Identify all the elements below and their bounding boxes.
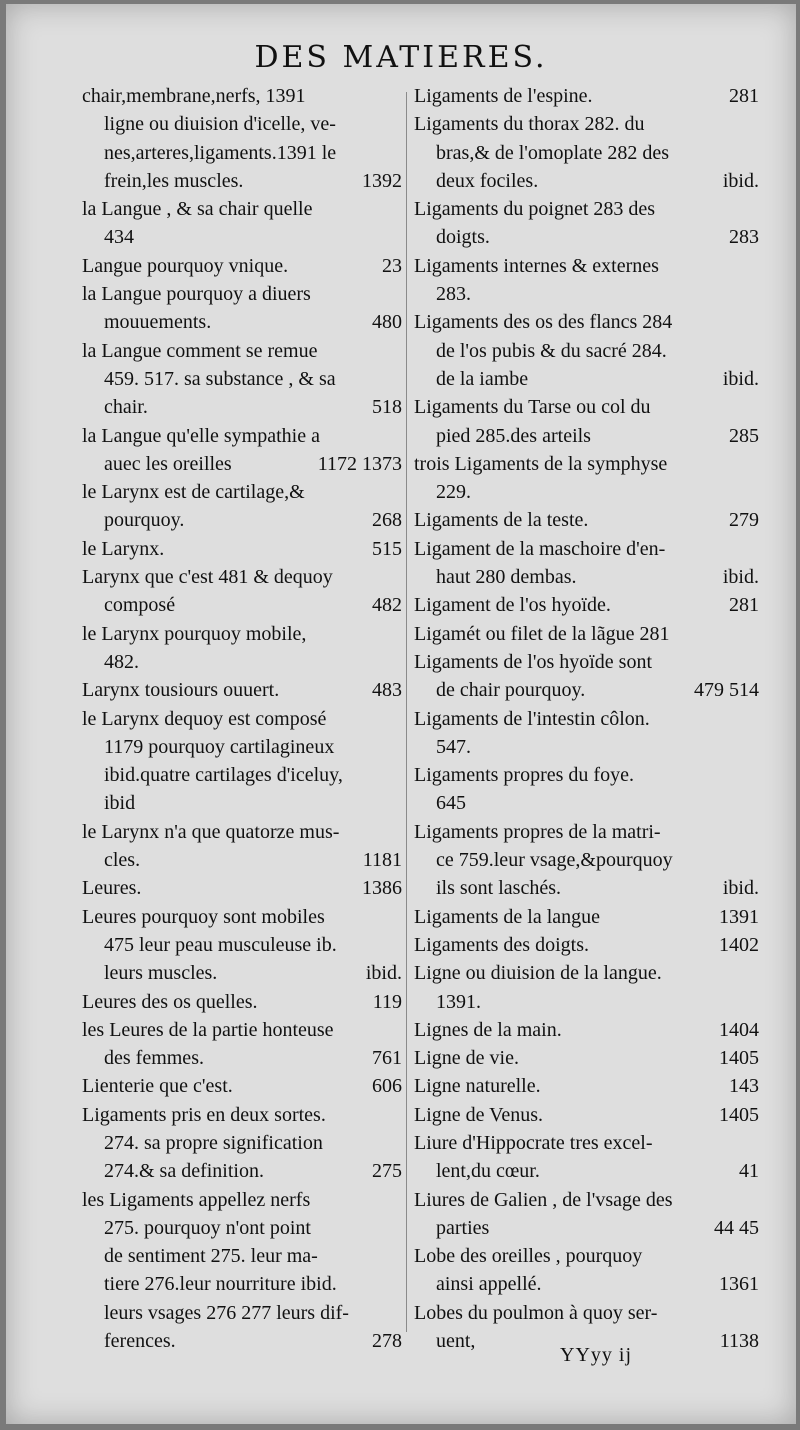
entry-line: [414, 1157, 759, 1185]
index-entry: [414, 535, 759, 592]
entry-text: la Langue , & sa chair quelle: [82, 198, 313, 221]
entry-text: pourquoy.: [104, 509, 185, 532]
page-reference: 518: [372, 396, 402, 419]
entry-line: [414, 648, 759, 676]
index-entry: [414, 1016, 759, 1044]
entry-text: Ligament de la maschoire d'en-: [414, 537, 666, 560]
entry-text: bras,& de l'omoplate 282 des: [436, 141, 669, 164]
entry-line: [82, 789, 402, 817]
entry-line: [82, 988, 402, 1016]
entry-text: tiere 276.leur nourriture ibid.: [104, 1273, 337, 1296]
entry-text: ferences.: [104, 1330, 176, 1353]
entry-line: [414, 903, 759, 931]
entry-line: [82, 620, 402, 648]
page-reference: 1361: [719, 1273, 759, 1296]
index-entry: [414, 450, 759, 507]
entry-text: Ligne naturelle.: [414, 1075, 541, 1098]
entry-line: [82, 1299, 402, 1327]
page-reference: ibid.: [722, 169, 759, 192]
entry-line: [414, 1072, 759, 1100]
index-entry: [414, 1242, 759, 1299]
index-entry: [82, 676, 402, 704]
entry-text: Ligaments internes & externes: [414, 254, 659, 277]
index-entry: [414, 82, 759, 110]
index-entry: [82, 280, 402, 337]
entry-line: [414, 365, 759, 393]
entry-line: [82, 733, 402, 761]
index-entry: [82, 422, 402, 479]
entry-line: [414, 705, 759, 733]
entry-line: [82, 818, 402, 846]
entry-line: [82, 846, 402, 874]
entry-text: les Leures de la partie honteuse: [82, 1018, 334, 1041]
entry-text: Lobe des oreilles , pourquoy: [414, 1245, 643, 1268]
index-entry: [414, 1044, 759, 1072]
entry-line: [414, 988, 759, 1016]
index-entry: [414, 110, 759, 195]
entry-line: [414, 620, 759, 648]
index-entry: [414, 252, 759, 309]
index-entry: [82, 563, 402, 620]
entry-line: [414, 195, 759, 223]
entry-text: 645: [436, 792, 466, 815]
page-reference: 1405: [719, 1103, 759, 1126]
index-entry: [414, 195, 759, 252]
entry-text: 283.: [436, 283, 471, 306]
entry-line: [82, 308, 402, 336]
book-page: [6, 4, 796, 1424]
entry-line: [414, 761, 759, 789]
entry-line: [82, 280, 402, 308]
entry-line: [82, 167, 402, 195]
entry-line: [82, 1270, 402, 1298]
entry-text: lent,du cœur.: [436, 1160, 540, 1183]
entry-text: la Langue qu'elle sympathie a: [82, 424, 320, 447]
entry-line: [82, 761, 402, 789]
page-reference: 285: [729, 424, 759, 447]
entry-line: [414, 1270, 759, 1298]
entry-line: [414, 563, 759, 591]
entry-line: [414, 110, 759, 138]
entry-text: 275. pourquoy n'ont point: [104, 1216, 311, 1239]
entry-line: [82, 535, 402, 563]
entry-text: Liure d'Hippocrate tres excel-: [414, 1131, 653, 1154]
entry-text: Langue pourquoy vnique.: [82, 254, 289, 277]
entry-text: Liures de Galien , de l'vsage des: [414, 1188, 673, 1211]
entry-text: frein,les muscles.: [104, 169, 244, 192]
entry-text: uent,: [436, 1330, 476, 1353]
page-reference: 1138: [719, 1330, 759, 1353]
index-entry: [82, 337, 402, 422]
entry-line: [414, 1129, 759, 1157]
entry-line: [82, 1327, 402, 1355]
index-entry: [82, 535, 402, 563]
entry-line: [82, 1072, 402, 1100]
index-entry: [414, 705, 759, 762]
entry-line: [414, 591, 759, 619]
page-reference: 480: [372, 311, 402, 334]
entry-text: de sentiment 275. leur ma-: [104, 1245, 318, 1268]
entry-line: [414, 478, 759, 506]
entry-line: [414, 1214, 759, 1242]
entry-text: auec les oreilles: [104, 452, 232, 475]
entry-line: [82, 1129, 402, 1157]
entry-text: ce 759.leur vsage,&pourquoy: [436, 849, 673, 872]
entry-line: [82, 82, 402, 110]
entry-text: le Larynx.: [82, 537, 165, 560]
index-entry: [82, 818, 402, 875]
index-entry: [414, 1101, 759, 1129]
entry-text: mouuements.: [104, 311, 212, 334]
entry-line: [414, 223, 759, 251]
index-entry: [414, 818, 759, 903]
entry-line: [414, 167, 759, 195]
entry-text: cles.: [104, 849, 141, 872]
entry-text: haut 280 dembas.: [436, 566, 577, 589]
entry-text: leurs vsages 276 277 leurs dif-: [104, 1301, 349, 1324]
index-entry: [414, 648, 759, 705]
index-entry: [414, 931, 759, 959]
entry-text: le Larynx n'a que quatorze mus-: [82, 820, 340, 843]
index-entry: [82, 1016, 402, 1073]
entry-text: 459. 517. sa substance , & sa: [104, 367, 336, 390]
entry-line: [82, 139, 402, 167]
page-reference: 1172 1373: [317, 452, 402, 475]
index-entry: [414, 591, 759, 619]
entry-text: 274. sa propre signification: [104, 1131, 323, 1154]
entry-text: composé: [104, 594, 176, 617]
page-reference: 482: [372, 594, 402, 617]
index-entry: [82, 620, 402, 677]
entry-text: 1391.: [436, 990, 481, 1013]
page-reference: 761: [372, 1047, 402, 1070]
page-reference: 515: [372, 537, 402, 560]
entry-text: 547.: [436, 735, 471, 758]
entry-line: [82, 648, 402, 676]
entry-line: [414, 959, 759, 987]
entry-text: Leures pourquoy sont mobiles: [82, 905, 325, 928]
entry-text: Ligaments de l'os hyoïde sont: [414, 650, 653, 673]
entry-text: 1179 pourquoy cartilagineux: [104, 735, 335, 758]
index-entry: [82, 478, 402, 535]
entry-line: [82, 591, 402, 619]
page-reference: 281: [729, 594, 759, 617]
index-entry: [82, 874, 402, 902]
entry-line: [82, 1214, 402, 1242]
entry-text: chair.: [104, 396, 148, 419]
entry-line: [82, 1157, 402, 1185]
entry-line: [82, 110, 402, 138]
index-entry: [82, 903, 402, 988]
entry-line: [414, 789, 759, 817]
entry-text: des femmes.: [104, 1047, 204, 1070]
page-reference: 1181: [362, 849, 402, 872]
column-rule: [406, 92, 407, 1332]
page-reference: 279: [729, 509, 759, 532]
entry-text: Ligaments des os des flancs 284: [414, 311, 673, 334]
page-reference: 44 45: [714, 1216, 759, 1239]
entry-text: parties: [436, 1216, 490, 1239]
entry-line: [414, 1242, 759, 1270]
entry-line: [414, 393, 759, 421]
entry-line: [82, 393, 402, 421]
index-column-right: [414, 82, 759, 1355]
entry-line: [82, 1186, 402, 1214]
entry-text: trois Ligaments de la symphyse: [414, 452, 668, 475]
index-entry: [414, 308, 759, 393]
entry-text: 475 leur peau musculeuse ib.: [104, 933, 337, 956]
entry-line: [414, 733, 759, 761]
entry-line: [82, 365, 402, 393]
entry-line: [82, 1242, 402, 1270]
entry-line: [82, 478, 402, 506]
page-reference: 1404: [719, 1018, 759, 1041]
entry-text: Ligament de l'os hyoïde.: [414, 594, 611, 617]
entry-text: 482.: [104, 650, 139, 673]
entry-line: [82, 1016, 402, 1044]
entry-text: le Larynx est de cartilage,&: [82, 481, 305, 504]
entry-text: pied 285.des arteils: [436, 424, 591, 447]
page-reference: 268: [372, 509, 402, 532]
entry-line: [414, 676, 759, 704]
page-reference: ibid.: [722, 877, 759, 900]
index-entry: [82, 1101, 402, 1186]
signature-mark: YYyy ij: [560, 1344, 632, 1366]
entry-text: deux fociles.: [436, 169, 539, 192]
entry-line: [82, 1101, 402, 1129]
entry-text: Ligaments propres du foye.: [414, 764, 634, 787]
entry-text: Larynx tousiours ouuert.: [82, 679, 280, 702]
entry-text: Leures des os quelles.: [82, 990, 258, 1013]
entry-line: [82, 195, 402, 223]
entry-line: [414, 280, 759, 308]
entry-text: le Larynx pourquoy mobile,: [82, 622, 307, 645]
entry-line: [82, 223, 402, 251]
entry-text: Ligaments propres de la matri-: [414, 820, 661, 843]
entry-text: Ligaments pris en deux sortes.: [82, 1103, 326, 1126]
entry-text: Lienterie que c'est.: [82, 1075, 233, 1098]
page-reference: ibid.: [365, 962, 402, 985]
entry-line: [414, 535, 759, 563]
entry-text: Ligamét ou filet de la lãgue 281: [414, 622, 670, 645]
entry-line: [414, 1044, 759, 1072]
entry-text: Leures.: [82, 877, 142, 900]
entry-text: ils sont laschés.: [436, 877, 561, 900]
index-entry: [414, 1129, 759, 1186]
page-reference: 23: [382, 254, 402, 277]
entry-text: le Larynx dequoy est composé: [82, 707, 327, 730]
index-entry: [414, 506, 759, 534]
entry-text: Ligaments du Tarse ou col du: [414, 396, 651, 419]
entry-line: [82, 676, 402, 704]
page-reference: 1391: [719, 905, 759, 928]
index-entry: [414, 1186, 759, 1243]
entry-text: Ligaments du poignet 283 des: [414, 198, 656, 221]
page-reference: 41: [739, 1160, 759, 1183]
entry-line: [414, 1186, 759, 1214]
entry-line: [82, 506, 402, 534]
page-reference: 479 514: [694, 679, 759, 702]
page-reference: 275: [372, 1160, 402, 1183]
entry-text: Ligne ou diuision de la langue.: [414, 962, 662, 985]
entry-text: ainsi appellé.: [436, 1273, 542, 1296]
index-entry: [414, 761, 759, 818]
entry-text: Ligaments du thorax 282. du: [414, 113, 645, 136]
entry-line: [414, 337, 759, 365]
index-entry: [82, 82, 402, 195]
entry-line: [414, 252, 759, 280]
entry-line: [82, 450, 402, 478]
entry-line: [82, 337, 402, 365]
index-column-left: [82, 82, 402, 1355]
index-entry: [414, 620, 759, 648]
entry-text: 229.: [436, 481, 471, 504]
entry-line: [414, 874, 759, 902]
entry-line: [414, 82, 759, 110]
entry-text: Larynx que c'est 481 & dequoy: [82, 566, 333, 589]
index-entry: [82, 195, 402, 252]
page-reference: ibid.: [722, 367, 759, 390]
entry-text: Lobes du poulmon à quoy ser-: [414, 1301, 658, 1324]
page-reference: 281: [729, 85, 759, 107]
entry-line: [414, 422, 759, 450]
page-reference: 606: [372, 1075, 402, 1098]
entry-text: Ligaments de l'espine.: [414, 85, 593, 107]
page-reference: 278: [372, 1330, 402, 1353]
entry-text: Ligne de vie.: [414, 1047, 519, 1070]
index-entry: [82, 1186, 402, 1356]
entry-line: [82, 422, 402, 450]
entry-text: la Langue comment se remue: [82, 339, 318, 362]
page-reference: 143: [729, 1075, 759, 1098]
entry-line: [414, 818, 759, 846]
entry-text: ibid: [104, 792, 136, 815]
page-reference: 283: [729, 226, 759, 249]
page-reference: 1402: [719, 933, 759, 956]
entry-line: [414, 846, 759, 874]
entry-text: de la iambe: [436, 367, 529, 390]
entry-text: Ligne de Venus.: [414, 1103, 544, 1126]
entry-line: [82, 959, 402, 987]
entry-text: ibid.quatre cartilages d'iceluy,: [104, 764, 343, 787]
entry-text: 274.& sa definition.: [104, 1160, 264, 1183]
entry-text: doigts.: [436, 226, 490, 249]
entry-line: [82, 1044, 402, 1072]
entry-text: de l'os pubis & du sacré 284.: [436, 339, 667, 362]
entry-text: Ligaments de l'intestin côlon.: [414, 707, 650, 730]
entry-text: Ligaments des doigts.: [414, 933, 589, 956]
page-reference: 1392: [362, 169, 402, 192]
running-title: DES MATIERES.: [254, 40, 548, 75]
entry-line: [82, 874, 402, 902]
entry-text: la Langue pourquoy a diuers: [82, 283, 311, 306]
entry-line: [414, 1101, 759, 1129]
entry-text: Ligaments de la teste.: [414, 509, 589, 532]
index-entry: [82, 252, 402, 280]
page-reference: 119: [372, 990, 402, 1013]
entry-line: [82, 563, 402, 591]
entry-line: [414, 506, 759, 534]
index-entry: [414, 903, 759, 931]
index-entry: [82, 1072, 402, 1100]
page-reference: 1386: [362, 877, 402, 900]
index-entry: [414, 393, 759, 450]
entry-text: Ligaments de la langue: [414, 905, 601, 928]
index-entry: [82, 705, 402, 818]
page-reference: 483: [372, 679, 402, 702]
page-reference: ibid.: [722, 566, 759, 589]
entry-text: ligne ou diuision d'icelle, ve-: [104, 113, 336, 136]
entry-text: nes,arteres,ligaments.1391 le: [104, 141, 337, 164]
entry-line: [414, 308, 759, 336]
entry-line: [414, 450, 759, 478]
entry-line: [82, 903, 402, 931]
entry-line: [414, 1299, 759, 1327]
entry-text: 434: [104, 226, 134, 249]
entry-text: chair,membrane,nerfs, 1391: [82, 85, 306, 107]
entry-line: [414, 139, 759, 167]
entry-text: Lignes de la main.: [414, 1018, 562, 1041]
page-reference: 1405: [719, 1047, 759, 1070]
entry-line: [82, 252, 402, 280]
entry-line: [414, 1016, 759, 1044]
entry-line: [82, 931, 402, 959]
entry-text: les Ligaments appellez nerfs: [82, 1188, 311, 1211]
entry-line: [414, 931, 759, 959]
entry-line: [82, 705, 402, 733]
index-entry: [414, 959, 759, 1016]
index-entry: [82, 988, 402, 1016]
entry-text: de chair pourquoy.: [436, 679, 586, 702]
index-entry: [414, 1072, 759, 1100]
entry-text: leurs muscles.: [104, 962, 218, 985]
